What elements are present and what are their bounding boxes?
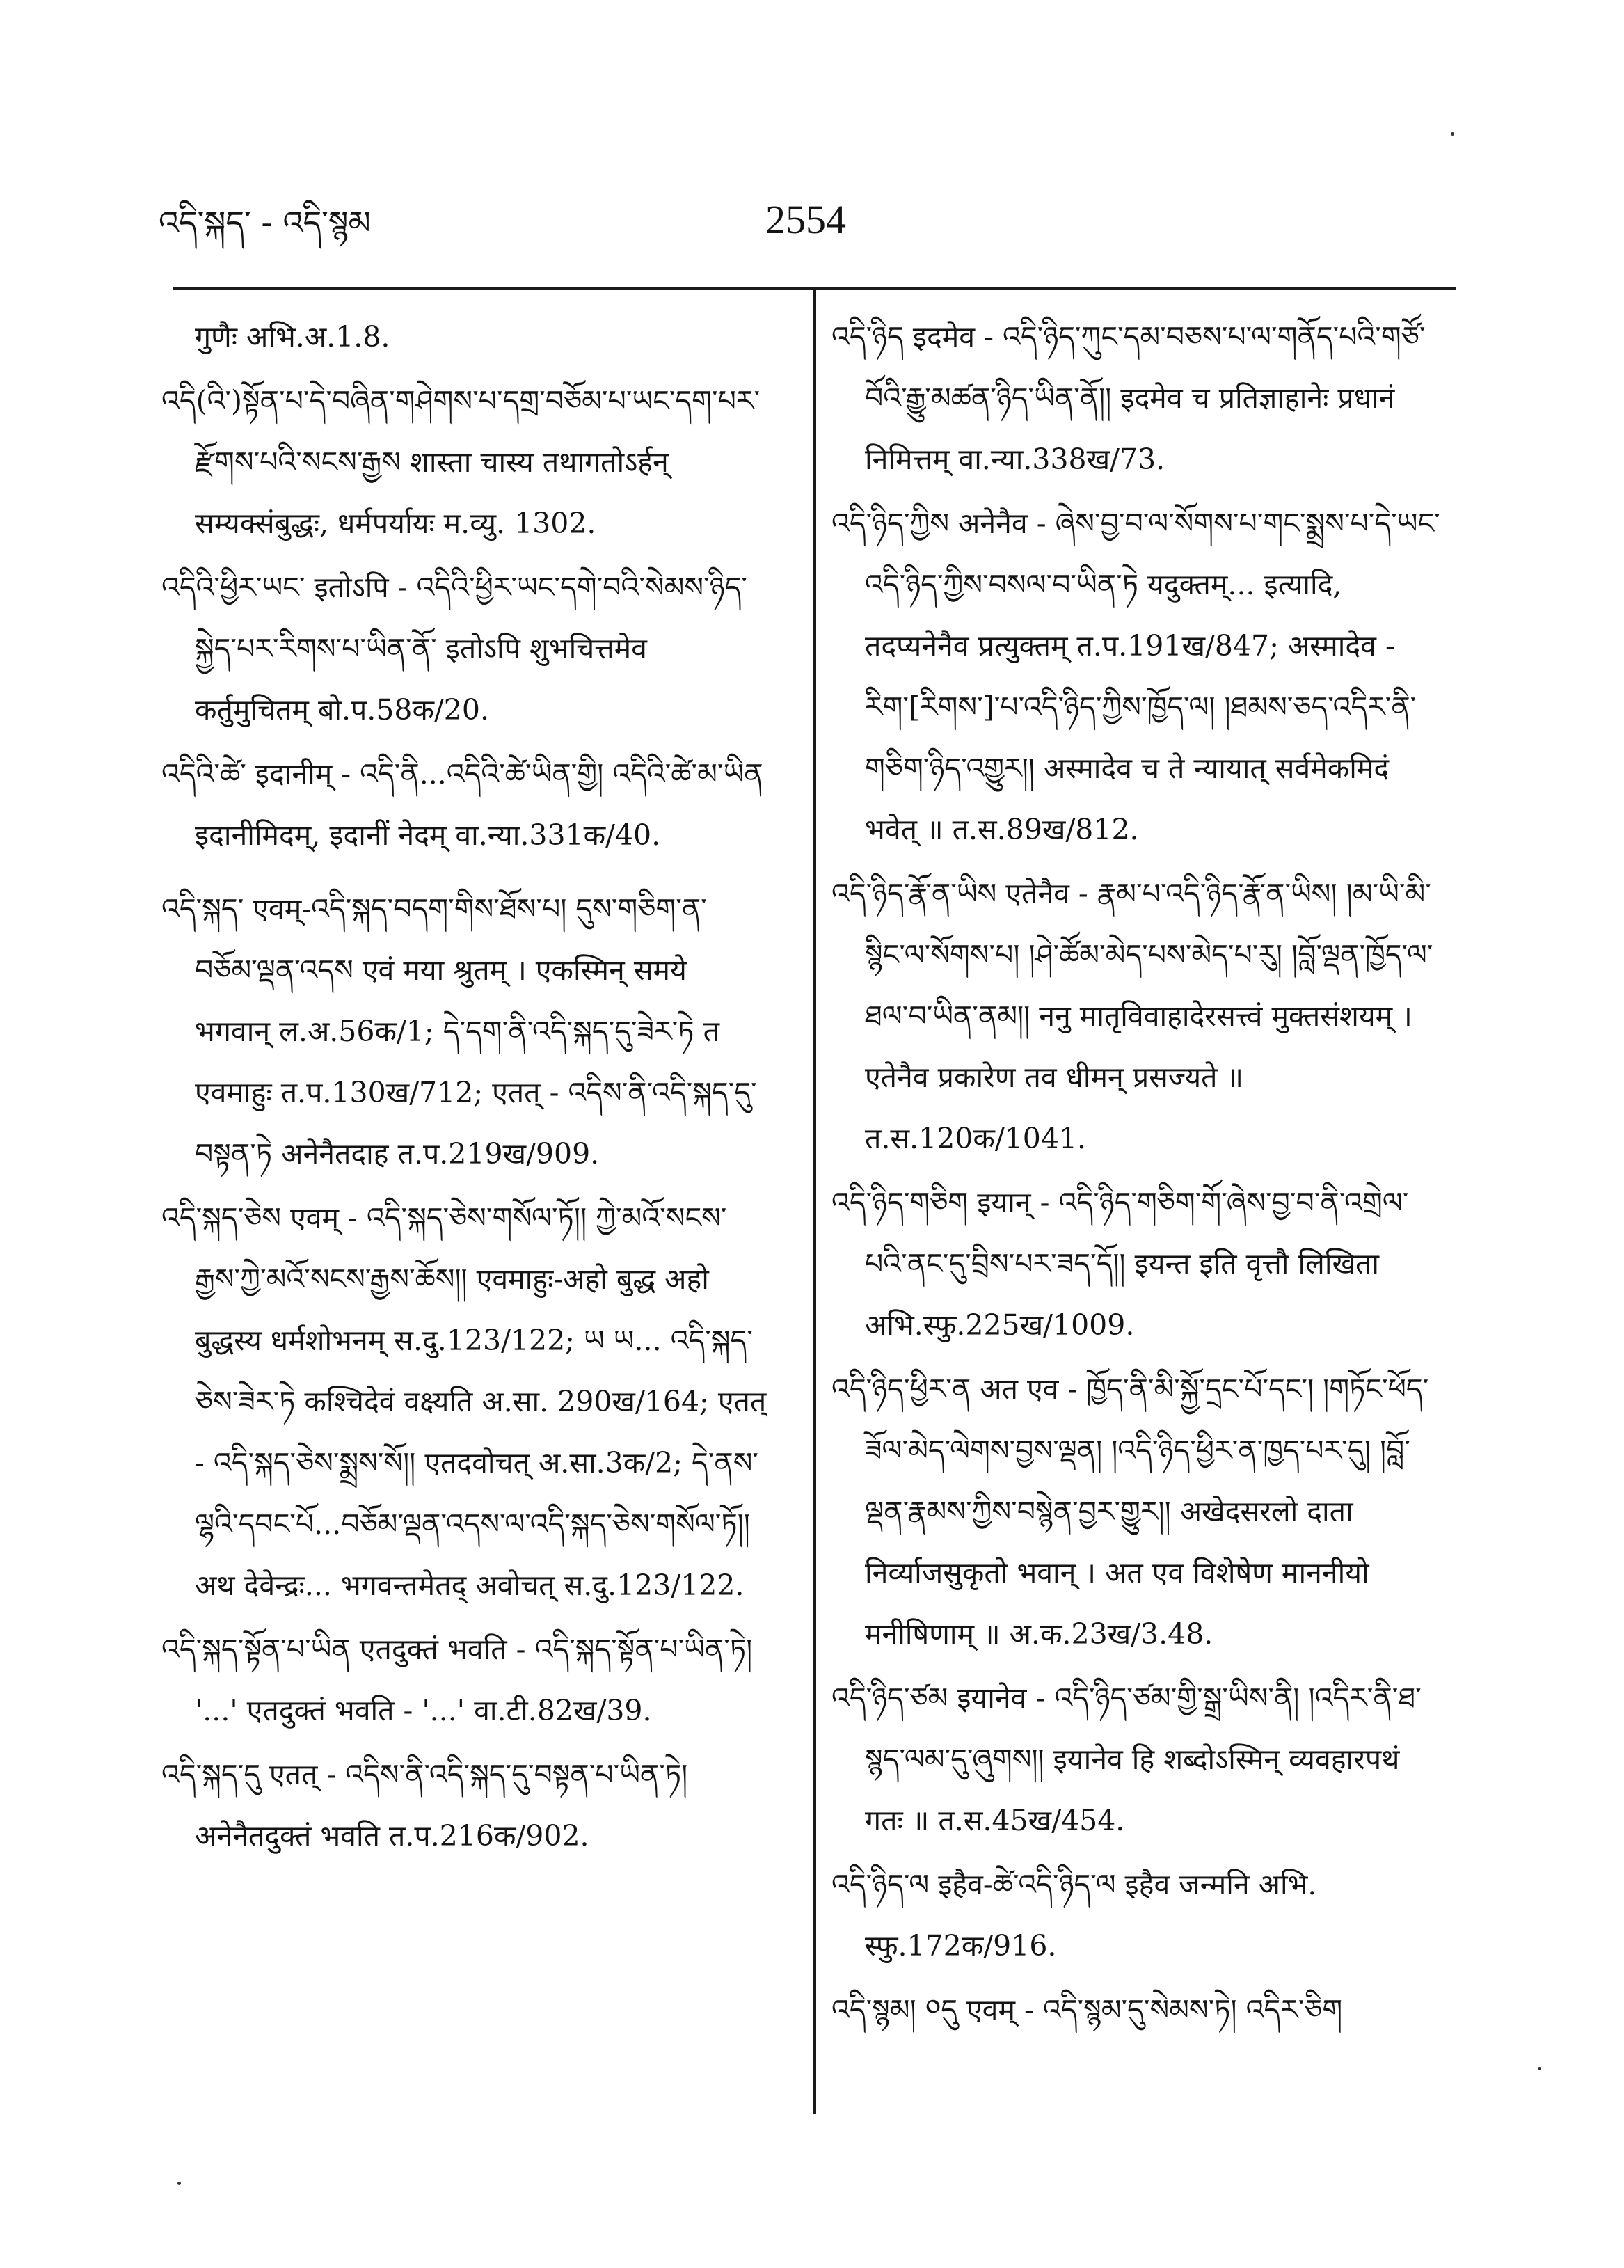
scan-speck <box>177 2182 181 2185</box>
dictionary-entry: འདི་ཉིད་ལ इहैव-ཚེ་འདི་ཉིད་ལ इहैव जन्मनि अभि. स्फु.172क/916. <box>831 1868 1317 1962</box>
dictionary-entry: འདི་སྐད་དུ एतत् - འདིས་ནི་འདི་སྐད་དུ་བསྟན་པ་ཡིན་ཏེ། अनेनैतदुक्तं भवति त.प.216क/902. <box>161 1758 688 1853</box>
page-header <box>0 0 1624 264</box>
dictionary-entry: འདི་ཉིད་གཅིག इयान् - འདི་ཉིད་གཅིག་གོ་ཞེས་བྱ་བ་ནི་འགྲེལ་པའི་ནང་དུ་བྲིས་པར་ཟད་དོ།། इयन्त इति वृत्तौ लिखिता अभि.स्फु.225ख/1009. <box>831 1186 1409 1342</box>
column-divider <box>813 287 816 2114</box>
dictionary-entry: འདི་ཉིད་རྣོ་ན་ཡིས एतेनैव - རྣམ་པ་འདི་ཉིད་རྣོ་ན་ཡིས། །མ་ཡི་མི་སྙིང་ལ་སོགས་པ། །ཤེ་ཚོམ་མེད་པས་མེད་པ་རུ། །བློ་ལྡན་ཁྱོད་ལ་ཐལ་བ་ཡིན་ནམ།། ननु मातृविवाहादेरसत्त्वं मुक्तसंशयम् । एतेनैव प्रकारेण तव धीमन् प्रसज्यते ॥ त.स.120क/1041. <box>831 877 1433 1155</box>
running-head: འདི་སྐད་ - འདི་སྙམ <box>159 204 371 241</box>
scan-speck <box>1451 132 1454 136</box>
dictionary-entry: འདི་སྐད་ एवम्-འདི་སྐད་བདག་གིས་ཐོས་པ། དུས་གཅིག་ན་བཅོམ་ལྡན་འདས एवं मया श्रुतम् । एकस्मिन् समये भगवान् ल.अ.56क/1; དེ་དག་ནི་འདི་སྐད་དུ་ཟེར་ཏེ त एवमाहुः त.प.130ख/712; एतत् - འདིས་ནི་འདི་སྐད་དུ་བསྟན་ཏེ अनेनैतदाह त.प.219ख/909. <box>161 892 757 1171</box>
dictionary-entry: འདི་ཉིད इदमेव - འདི་ཉིད་ཀུང་དམ་བཅས་པ་ལ་གནོད་པའི་གཙོ་བོའི་རྒྱུ་མཚན་ཉིད་ཡིན་ནོ།། इदमेव च प्रतिज्ञाहानेः प्रधानं निमित्तम् वा.न्या.338ख/73. <box>831 320 1426 476</box>
dictionary-entry: འདི་ཉིད་ཙམ इयानेव - འདི་ཉིད་ཙམ་གྱི་སྒྲ་ཡིས་ནི། །འདིར་ནི་ཐ་སྙད་ལམ་དུ་ཞུགས།། इयानेव हि शब्दोऽस्मिन् व्यवहारपथं गतः ॥ त.स.45ख/454. <box>831 1681 1422 1837</box>
dictionary-entry: འདི་སྐད་ཅེས एवम् - འདི་སྐད་ཅེས་གསོལ་ཏོ།། ཀྱེ་མའོ་སངས་རྒྱས་ཀྱེ་མའོ་སངས་རྒྱས་ཆོས།། एवमाहुः-अहो बुद्ध अहो बुद्धस्य धर्मशोभनम् स.दु.123/122; ཡ ཡ... འདི་སྐད་ཅེས་ཟེར་ཏེ कश्चिदेवं वक्ष्यति अ.सा. 290ख/164; एतत् - འདི་སྐད་ཅེས་སྨྲས་སོ།། एतदवोचत् अ.सा.3क/2; དེ་ནས་ལྷའི་དབང་པོ...བཅོམ་ལྡན་འདས་ལ་འདི་སྐད་ཅེས་གསོལ་ཏོ།། अथ देवेन्द्रः... भगवन्तमेतद् अवोचत् स.दु.123/122. <box>161 1201 767 1602</box>
dictionary-entry: गुणैः अभि.अ.1.8. <box>195 320 390 354</box>
right-column <box>831 306 1444 2116</box>
dictionary-entry: འདི(འི་)སྟོན་པ་དེ་བཞིན་གཤེགས་པ་དགྲ་བཅོམ་པ་ཡང་དག་པར་རྫོགས་པའི་སངས་རྒྱས शास्ता चास्य तथागतोऽर्हन् सम्यक्संबुद्धः, धर्मपर्यायः म.व्यु. 1302. <box>161 384 761 540</box>
dictionary-entry: འདིའི་ཚེ་ इदानीम् - འདི་ནི...འདིའི་ཚེ་ཡིན་གྱི། འདིའི་ཚེ་མ་ཡིན इदानीमिदम्, इदानीं नेदम् वा.न्या.331क/40. <box>161 757 763 852</box>
dictionary-entry: འདི་ཉིད་ཕྱིར་ན अत एव - ཁྱོད་ནི་མི་སྐྱོ་དྲང་པོ་དང་། །གཏོང་ཕོད་ཟོལ་མེད་ལེགས་བྱས་ལྡན། །འདི་ཉིད་ཕྱིར་ན་ཁྱད་པར་དུ། །བློ་ལྡན་རྣམས་ཀྱིས་བསྙེན་བྱར་གྱུར།། अखेदसरलो दाता निर्व्याजसुकृतो भवान् । अत एव विशेषेण माननीयो मनीषिणाम् ॥ अ.क.23ख/3.48. <box>831 1372 1429 1651</box>
dictionary-entry: འདི་སྐད་སྟོན་པ་ཡིན एतदुक्तं भवति - འདི་སྐད་སྟོན་པ་ཡིན་ཏེ། '...' एतदुक्तं भवति - '...' वा.टी.82ख/39. <box>161 1633 753 1727</box>
page-number: 2554 <box>765 197 846 242</box>
dictionary-entry: འདིའི་ཕྱིར་ཡང་ इतोऽपि - འདིའི་ཕྱིར་ཡང་དགེ་བའི་སེམས་ཉིད་སྐྱེད་པར་རིགས་པ་ཡིན་ནོ་ इतोऽपि शुभचित्तमेव कर्तुमुचितम् बो.प.58क/20. <box>161 571 747 727</box>
dictionary-entry: འདི་སྙམ། ༠དུ एवम् - འདི་སྙམ་དུ་སེམས་ཏེ། འདིར་ཅིག <box>831 1993 1343 2027</box>
dictionary-entry: འདི་ཉིད་ཀྱིས अनेनैव - ཞེས་བྱ་བ་ལ་སོགས་པ་གང་སྨྲས་པ་དེ་ཡང་འདི་ཉིད་ཀྱིས་བསལ་བ་ཡིན་ཏེ यदुक्तम्... इत्यादि, तदप्यनेनैव प्रत्युक्तम् त.प.191ख/847; अस्मादेव - རིག་[རིགས་]་པ་འདི་ཉིད་ཀྱིས་ཁྱོད་ལ། །ཐམས་ཅད་འདིར་ནི་གཅིག་ཉིད་འགྱུར།། अस्मादेव च ते न्यायात् सर्वमेकमिदं भवेत् ॥ त.स.89ख/812. <box>831 507 1440 846</box>
left-column <box>161 306 767 2116</box>
scan-speck <box>1538 2067 1541 2070</box>
